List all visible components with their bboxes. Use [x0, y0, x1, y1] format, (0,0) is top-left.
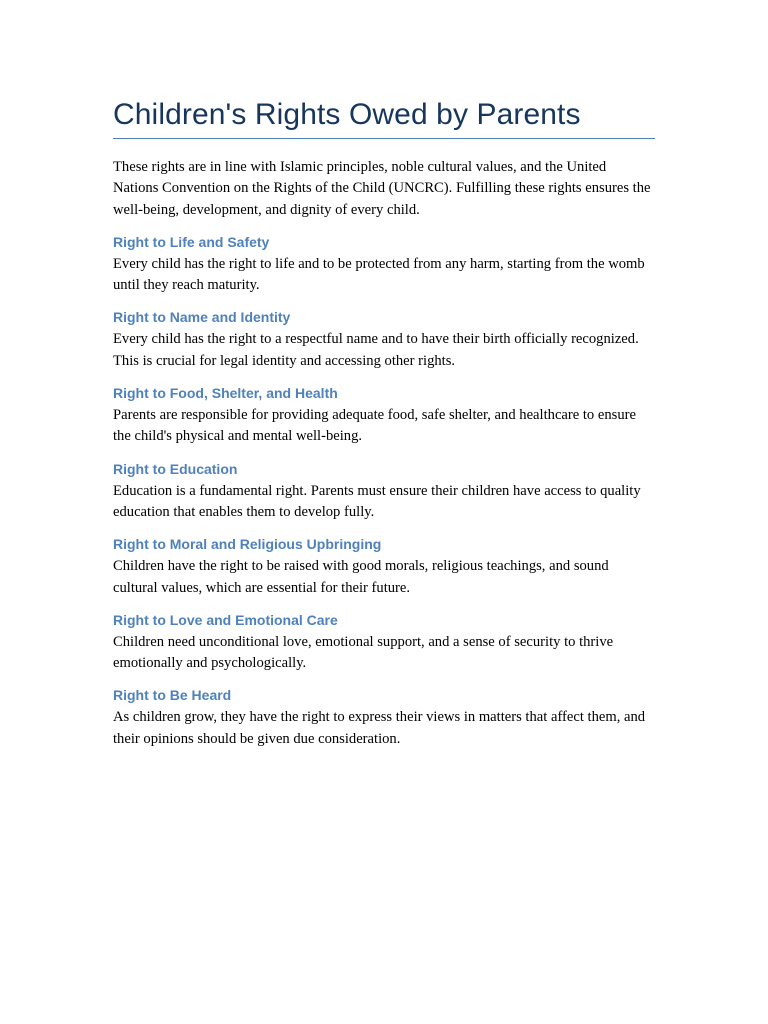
section-moral-religious-upbringing: [113, 533, 655, 599]
document-page: [113, 0, 655, 750]
section-heading: Right to Education: [113, 460, 238, 477]
section-body: Every child has the right to life and to be protected from any harm, starting from the womb until they reach maturity.: [113, 255, 645, 294]
section-heading: Right to Moral and Religious Upbringing: [113, 536, 382, 553]
title-underline-rule: [113, 138, 655, 139]
section-be-heard: [113, 684, 655, 750]
section-food-shelter-health: [113, 382, 655, 448]
section-body: Children need unconditional love, emotional support, and a sense of security to thrive emotionally and psychologically.: [113, 633, 614, 672]
intro-paragraph: These rights are in line with Islamic principles, noble cultural values, and the United Nations Convention on the Rights of the Child (UNCRC). Fulfilling these rights ensures the well-being, development, and dignity of every child.: [113, 159, 651, 218]
section-love-emotional-care: [113, 609, 655, 675]
section-heading: Right to Love and Emotional Care: [113, 611, 338, 628]
section-body: Parents are responsible for providing adequate food, safe shelter, and healthcare to ensure the child's physical and mental well-being.: [113, 407, 636, 445]
section-heading: Right to Food, Shelter, and Health: [113, 385, 338, 402]
section-heading: Right to Be Heard: [113, 687, 232, 704]
document-title: Children's Rights Owed by Parents: [113, 98, 581, 131]
section-heading: Right to Life and Safety: [113, 233, 270, 250]
section-heading: Right to Name and Identity: [113, 309, 291, 326]
section-name-and-identity: [113, 306, 655, 372]
section-body: As children grow, they have the right to express their views in matters that affect them, and their opinions should be given due consideration.: [113, 709, 646, 747]
section-body: Children have the right to be raised with good morals, religious teachings, and sound cultural values, which are essential for their future.: [113, 558, 609, 596]
section-education: [113, 458, 655, 524]
section-body: Education is a fundamental right. Parents must ensure their children have access to quality education that enables them to develop fully.: [113, 482, 641, 520]
section-body: Every child has the right to a respectful name and to have their birth officially recognized. This is crucial for legal identity and accessing other rights.: [113, 331, 639, 369]
section-life-and-safety: [113, 231, 655, 297]
